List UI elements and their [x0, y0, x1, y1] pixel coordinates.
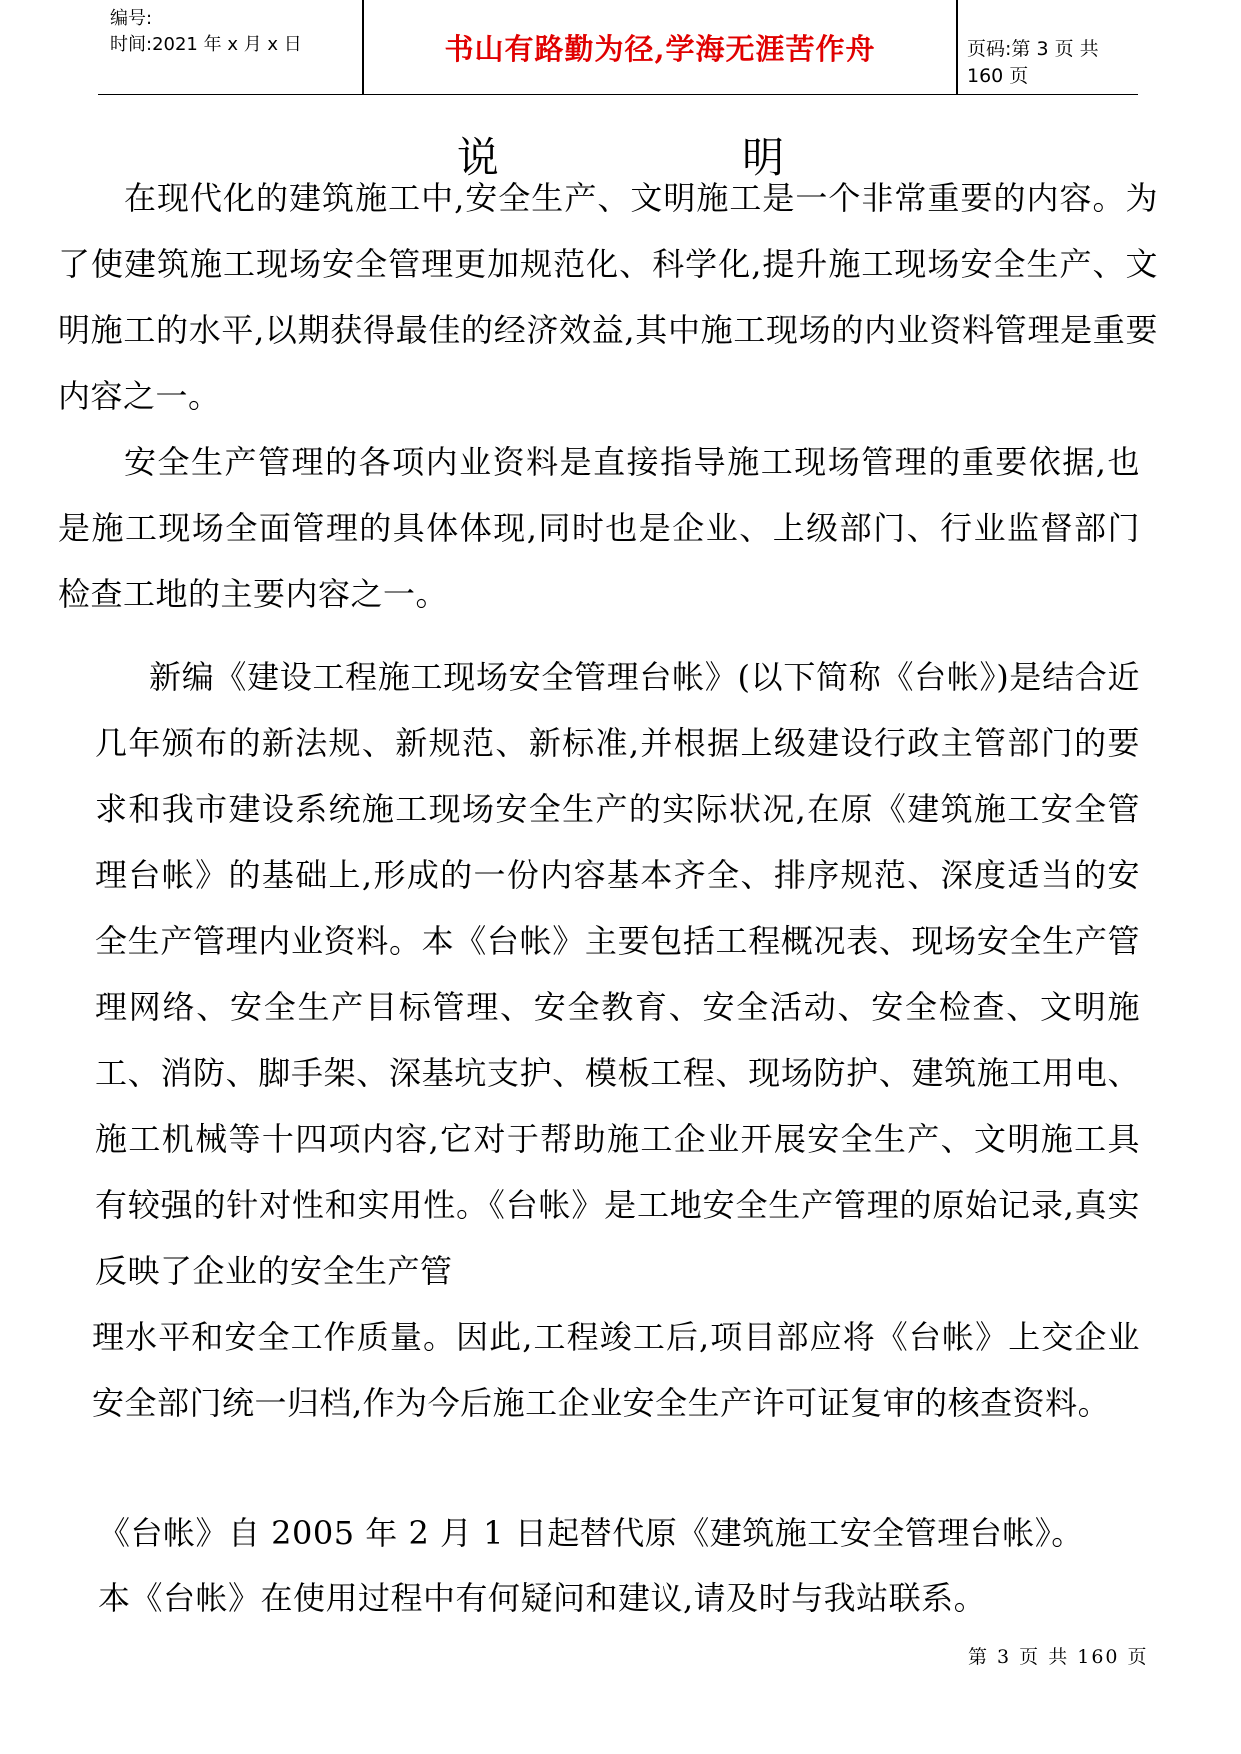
header-divider [956, 0, 958, 94]
body-paragraph: 在现代化的建筑施工中,安全生产、文明施工是一个非常重要的内容。为了使建筑施工现场安全管理更加规范化、科学化,提升施工现场安全生产、文明施工的水平,以期获得最佳的经济效益,其中施工现场的内业资料管理是重要内容之一。 [58, 179, 1158, 415]
body-paragraph: 理水平和安全工作质量。因此,工程竣工后,项目部应将《台帐》上交企业安全部门统一归档,作为今后施工企业安全生产许可证复审的核查资料。 [92, 1318, 1140, 1422]
body-paragraph: 新编《建设工程施工现场安全管理台帐》(以下简称《台帐》)是结合近几年颁布的新法规、新规范、新标准,并根据上级建设行政主管部门的要求和我市建设系统施工现场安全生产的实际状况,在原《建筑施工安全管理台帐》的基础上,形成的一份内容基本齐全、排序规范、深度适当的安全生产管理内业资料。本《台帐》主要包括工程概况表、现场安全生产管理网络、安全生产目标管理、安全教育、安全活动、安全检查、文明施工、消防、脚手架、深基坑支护、模板工程、现场防护、建筑施工用电、施工机械等十四项内容,它对于帮助施工企业开展安全生产、文明施工具有较强的针对性和实用性。《台帐》是工地安全生产管理的原始记录,真实反映了企业的安全生产管 [95, 658, 1140, 1290]
header-motto: 书山有路勤为径,学海无涯苦作舟 [444, 31, 876, 66]
body-paragraph: 《台帐》自 2005 年 2 月 1 日起替代原《建筑施工安全管理台帐》。 [98, 1514, 1084, 1552]
page-title: 说 明 [456, 133, 900, 182]
serial-label: 编号: [110, 8, 153, 29]
header-page-info: 页码:第 3 页 共 160 页 [967, 38, 1099, 87]
date-label: 时间:2021 年 x 月 x 日 [110, 34, 302, 55]
footer-page-number: 第 3 页 共 160 页 [968, 1646, 1149, 1668]
body-paragraph: 安全生产管理的各项内业资料是直接指导施工现场管理的重要依据,也是施工现场全面管理的具体体现,同时也是企业、上级部门、行业监督部门检查工地的主要内容之一。 [58, 443, 1140, 613]
header-meta [110, 6, 360, 58]
page-header [98, 0, 1138, 95]
body-paragraph: 本《台帐》在使用过程中有何疑问和建议,请及时与我站联系。 [98, 1579, 987, 1617]
